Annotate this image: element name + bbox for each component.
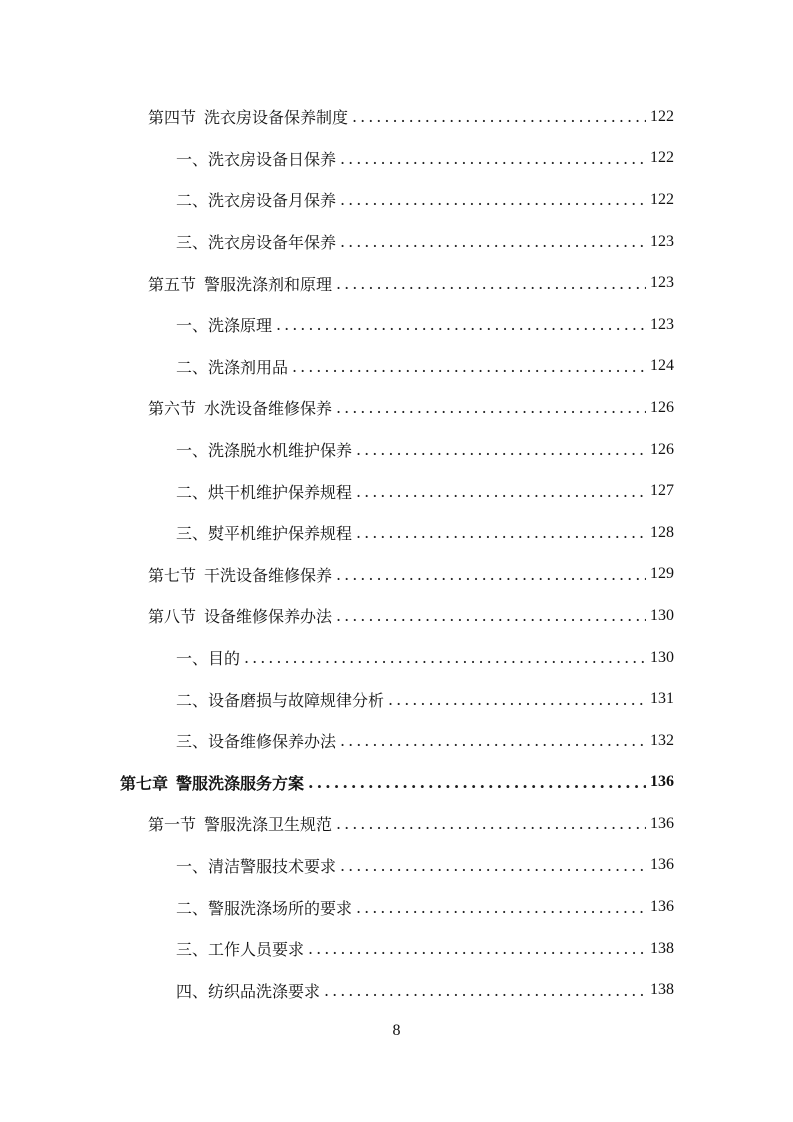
dot-leader [352, 107, 646, 126]
dot-leader [340, 232, 646, 251]
toc-entry-page: 124 [650, 357, 674, 375]
toc-entry[interactable] [0, 429, 793, 471]
toc-entry-title: 洗涤脱水机维护保养 [208, 441, 353, 461]
toc-entry-page: 122 [650, 149, 674, 167]
toc-entry-number: 一、 [176, 441, 209, 461]
toc-entry[interactable] [0, 969, 793, 1011]
dot-leader [292, 357, 646, 376]
toc-entry-page: 123 [650, 315, 674, 333]
toc-entry-title: 洗衣房设备月保养 [208, 191, 337, 211]
toc-entry[interactable] [0, 720, 793, 762]
toc-entry-title: 警服洗涤剂和原理 [204, 274, 333, 294]
toc-entry[interactable] [0, 595, 793, 637]
toc-entry-page: 136 [650, 898, 674, 916]
table-of-contents [0, 96, 793, 1011]
toc-entry-title: 洗衣房设备保养制度 [204, 108, 349, 128]
toc-entry-page: 131 [650, 690, 674, 708]
toc-entry-number: 三、 [176, 732, 209, 752]
toc-entry[interactable] [0, 387, 793, 429]
toc-entry-number: 一、 [176, 316, 209, 336]
dot-leader [336, 606, 646, 625]
toc-entry-number: 第四节 [148, 108, 197, 128]
dot-leader [340, 856, 646, 875]
toc-entry-page: 122 [650, 190, 674, 208]
dot-leader [356, 440, 646, 459]
toc-entry-title: 工作人员要求 [208, 940, 305, 960]
toc-entry-page: 136 [650, 773, 674, 791]
toc-entry-page: 122 [650, 107, 674, 125]
toc-entry-title: 清洁警服技术要求 [208, 856, 337, 876]
toc-entry[interactable] [0, 803, 793, 845]
toc-entry-title: 设备维修保养办法 [204, 607, 333, 627]
toc-entry-number: 一、 [176, 649, 209, 669]
dot-leader [308, 773, 646, 792]
toc-entry-title: 警服洗涤服务方案 [176, 773, 305, 793]
dot-leader [276, 315, 646, 334]
toc-entry[interactable] [0, 179, 793, 221]
dot-leader [340, 149, 646, 168]
toc-entry-title: 目的 [208, 649, 241, 669]
toc-entry-page: 136 [650, 856, 674, 874]
toc-chapter-entry[interactable] [0, 762, 793, 804]
toc-entry[interactable] [0, 678, 793, 720]
toc-entry-title: 熨平机维护保养规程 [208, 524, 353, 544]
toc-entry-number: 二、 [176, 482, 209, 502]
toc-entry-title: 警服洗涤场所的要求 [208, 898, 353, 918]
toc-entry-number: 三、 [176, 940, 209, 960]
toc-entry-title: 洗衣房设备日保养 [208, 149, 337, 169]
toc-entry-number: 第五节 [148, 274, 197, 294]
dot-leader [340, 190, 646, 209]
toc-entry-page: 138 [650, 981, 674, 999]
dot-leader [340, 731, 646, 750]
toc-entry-title: 设备维修保养办法 [208, 732, 337, 752]
toc-entry[interactable] [0, 304, 793, 346]
toc-entry-page: 123 [650, 232, 674, 250]
toc-entry-page: 136 [650, 814, 674, 832]
toc-entry-title: 水洗设备维修保养 [204, 399, 333, 419]
toc-entry[interactable] [0, 886, 793, 928]
toc-entry[interactable] [0, 138, 793, 180]
toc-entry-number: 二、 [176, 357, 209, 377]
toc-entry-number: 一、 [176, 856, 209, 876]
toc-entry-page: 123 [650, 274, 674, 292]
toc-entry[interactable] [0, 554, 793, 596]
dot-leader [356, 523, 646, 542]
toc-entry-page: 127 [650, 482, 674, 500]
dot-leader [336, 814, 646, 833]
dot-leader [356, 898, 646, 917]
toc-entry-page: 138 [650, 939, 674, 957]
dot-leader [324, 981, 646, 1000]
dot-leader [356, 482, 646, 501]
toc-entry-page: 129 [650, 565, 674, 583]
toc-entry-number: 三、 [176, 524, 209, 544]
toc-entry-page: 130 [650, 606, 674, 624]
toc-entry-number: 二、 [176, 690, 209, 710]
toc-entry-page: 128 [650, 523, 674, 541]
dot-leader [388, 690, 646, 709]
dot-leader [244, 648, 646, 667]
toc-entry-title: 烘干机维护保养规程 [208, 482, 353, 502]
toc-entry[interactable] [0, 512, 793, 554]
toc-entry[interactable] [0, 637, 793, 679]
toc-entry-page: 132 [650, 731, 674, 749]
toc-entry[interactable] [0, 221, 793, 263]
toc-entry-number: 二、 [176, 898, 209, 918]
toc-entry[interactable] [0, 845, 793, 887]
toc-entry-page: 126 [650, 440, 674, 458]
toc-entry-number: 第七节 [148, 565, 197, 585]
toc-entry-number: 第七章 [120, 773, 169, 793]
toc-entry[interactable] [0, 262, 793, 304]
toc-entry-title: 洗衣房设备年保养 [208, 233, 337, 253]
toc-entry[interactable] [0, 470, 793, 512]
dot-leader [336, 398, 646, 417]
toc-entry-number: 三、 [176, 233, 209, 253]
toc-entry[interactable] [0, 346, 793, 388]
toc-entry-number: 四、 [176, 981, 209, 1001]
toc-entry-number: 第一节 [148, 815, 197, 835]
toc-entry-title: 纺织品洗涤要求 [208, 981, 321, 1001]
toc-entry-title: 洗涤原理 [208, 316, 273, 336]
toc-entry-title: 干洗设备维修保养 [204, 565, 333, 585]
toc-entry-title: 洗涤剂用品 [208, 357, 289, 377]
toc-entry-number: 二、 [176, 191, 209, 211]
toc-entry-page: 130 [650, 648, 674, 666]
toc-entry-number: 第六节 [148, 399, 197, 419]
toc-entry-title: 警服洗涤卫生规范 [204, 815, 333, 835]
toc-entry-number: 一、 [176, 149, 209, 169]
toc-entry[interactable] [0, 96, 793, 138]
toc-entry-page: 126 [650, 398, 674, 416]
dot-leader [336, 274, 646, 293]
toc-entry-number: 第八节 [148, 607, 197, 627]
page-number: 8 [392, 1022, 401, 1039]
dot-leader [308, 939, 646, 958]
dot-leader [336, 565, 646, 584]
toc-entry[interactable] [0, 928, 793, 970]
toc-entry-title: 设备磨损与故障规律分析 [208, 690, 385, 710]
